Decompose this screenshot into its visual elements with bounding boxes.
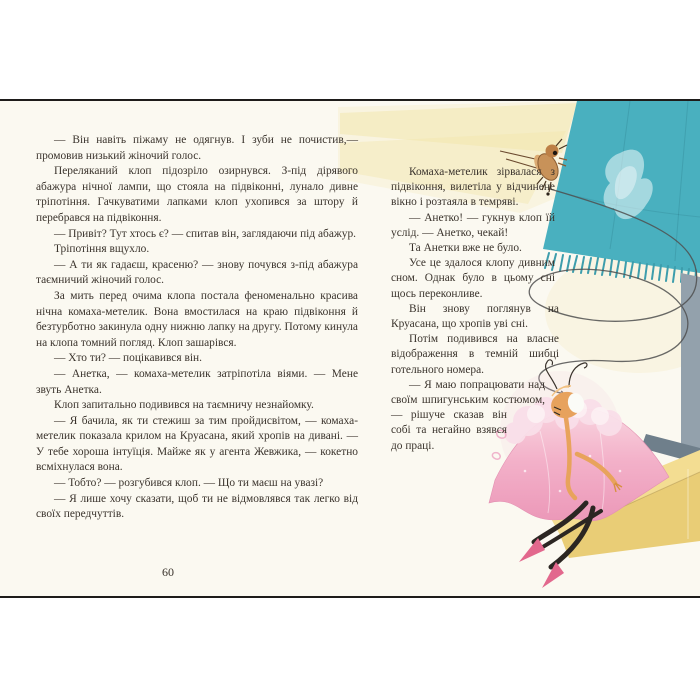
paragraph: — Тобто? — розгубився клоп. — Що ти маєш на увазі? xyxy=(54,477,324,490)
book-spread xyxy=(0,99,700,598)
paragraph: — Я лише хочу сказати, щоб ти не відмовлявся так легко від своїх передчуттів. xyxy=(36,492,358,521)
paragraph: Клоп запитально подивився на таємничу незнайомку. xyxy=(54,399,314,412)
page-number: 60 xyxy=(162,565,174,579)
paragraph: Він знову поглянув на Круасана, що хропів уві сні. xyxy=(391,302,559,331)
paragraph: Усе це здалося клопу дивним сном. Однак було в цьому сні щось переконливе. xyxy=(391,257,555,300)
text-wrap-spacer xyxy=(559,302,579,382)
text-wrap-spacer xyxy=(555,165,579,277)
left-page-text xyxy=(36,133,358,523)
paragraph: — Він навіть піжаму не одягнув. І зуби не почистив,— промовив низький жіночий голос. xyxy=(36,134,358,162)
paragraph: — Анетка, — комаха-метелик затріпотіла віями. — Мене звуть Анетка. xyxy=(36,367,358,396)
paragraph: Переляканий клоп підозріло озирнувся. З-під дірявого абажура нічної лампи, що стояла на підвіконні, лунало дивне тріпотіння. Гачкуватими лапками клоп ухопився за штору й перебрався на підвіконня. xyxy=(36,165,358,224)
paragraph: — Хто ти? — поцікавився він. xyxy=(54,352,202,365)
paragraph: — Я маю попрацювати над своїм шпигунським костюмом, — рішуче сказав він собі та негайно взявся до праці. xyxy=(391,378,545,452)
paragraph: — Анетко! — гукнув клоп їй услід. — Анетко, чекай! xyxy=(391,211,555,239)
paragraph: — А ти як гадаєш, красеню? — знову почувся з-під абажура таємничий жіночий голос. xyxy=(36,258,358,287)
right-page-text xyxy=(391,165,579,509)
paragraph: Комаха-метелик зірвалася з підвіконня, вилетіла у відчинене вікно і розтаяла в темряві. xyxy=(391,166,555,209)
paragraph: Та Анетки вже не було. xyxy=(409,242,522,255)
paragraph: Тріпотіння вщухло. xyxy=(54,243,150,256)
paragraph: За мить перед очима клопа постала феноменально красива нічна комаха-метелик. Вона вмостилася на краю підвіконня й безтурботно закинула одну нижню лапку на другу. Потому кинула на клопа томний погляд. Клоп зашарівся. xyxy=(36,289,358,349)
paragraph: — Привіт? Тут хтось є? — спитав він, заглядаючи під абажур. xyxy=(54,227,357,240)
paragraph: — Я бачила, як ти стежиш за тим пройдисвітом, — комаха-метелик показала крилом на Круасана, який хропів на дивані. — У тебе хороша інтуїція. Майже як у агента Жевжика, — кокетно всміхнулася вона. xyxy=(36,414,358,474)
text-wrap-spacer xyxy=(507,414,579,509)
text-wrap-spacer xyxy=(545,382,579,414)
paragraph: Потім подивився на власне відображення в темній шибці готельного номера. xyxy=(391,333,559,376)
